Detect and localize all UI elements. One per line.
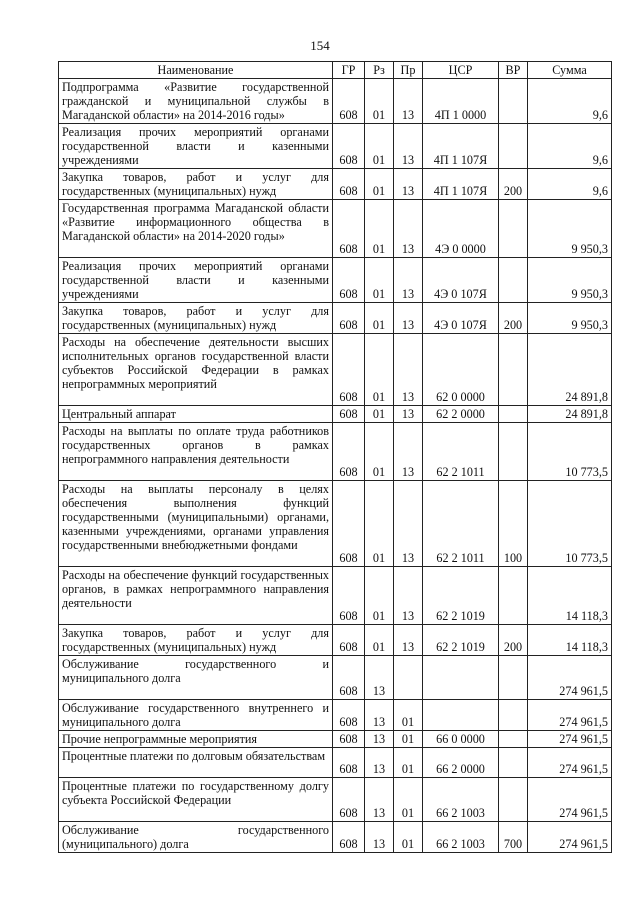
cell-gr: 608 <box>333 567 365 625</box>
cell-sum: 9 950,3 <box>528 303 612 334</box>
cell-pr: 01 <box>394 748 423 778</box>
cell-name: Подпрограмма «Развитие государственной гражданской и муниципальной службы в Магаданской области» на 2014-2016 годы» <box>59 79 333 124</box>
cell-sum: 14 118,3 <box>528 567 612 625</box>
cell-rz: 13 <box>365 656 394 700</box>
cell-gr: 608 <box>333 625 365 656</box>
cell-pr: 01 <box>394 822 423 853</box>
cell-sum: 274 961,5 <box>528 700 612 731</box>
cell-name: Расходы на обеспечение функций государственных органов, в рамках непрограммного направления деятельности <box>59 567 333 625</box>
cell-csr: 66 2 1003 <box>423 822 499 853</box>
cell-name: Расходы на выплаты по оплате труда работников государственных органов в рамках непрограммного направления деятельности <box>59 423 333 481</box>
cell-vr <box>499 124 528 169</box>
cell-csr: 62 2 1019 <box>423 567 499 625</box>
cell-csr: 62 2 1019 <box>423 625 499 656</box>
column-header-pr: Пр <box>394 62 423 79</box>
cell-rz: 01 <box>365 423 394 481</box>
cell-rz: 13 <box>365 731 394 748</box>
table-row <box>59 423 612 481</box>
cell-csr: 62 2 0000 <box>423 406 499 423</box>
cell-sum: 24 891,8 <box>528 334 612 406</box>
cell-vr <box>499 423 528 481</box>
cell-vr: 100 <box>499 481 528 567</box>
cell-csr: 4П 1 107Я <box>423 169 499 200</box>
cell-pr: 13 <box>394 303 423 334</box>
cell-csr: 66 2 1003 <box>423 778 499 822</box>
cell-sum: 9,6 <box>528 124 612 169</box>
cell-pr: 13 <box>394 423 423 481</box>
cell-pr: 13 <box>394 481 423 567</box>
table-row <box>59 200 612 258</box>
cell-csr: 4П 1 0000 <box>423 79 499 124</box>
cell-name: Обслуживание государственного и муниципального долга <box>59 656 333 700</box>
cell-csr <box>423 656 499 700</box>
table-row <box>59 124 612 169</box>
column-header-csr: ЦСР <box>423 62 499 79</box>
table-row <box>59 822 612 853</box>
cell-name: Расходы на выплаты персоналу в целях обеспечения выполнения функций государственными (муниципальными) органами, казенными учреждениями, органами управления государственными внебюджетными фондами <box>59 481 333 567</box>
cell-vr <box>499 406 528 423</box>
cell-pr <box>394 656 423 700</box>
cell-rz: 01 <box>365 258 394 303</box>
cell-name: Процентные платежи по государственному долгу субъекта Российской Федерации <box>59 778 333 822</box>
table-row <box>59 700 612 731</box>
table-header-row <box>59 62 612 79</box>
cell-csr: 4П 1 107Я <box>423 124 499 169</box>
cell-name: Реализация прочих мероприятий органами государственной власти и казенными учреждениями <box>59 124 333 169</box>
cell-gr: 608 <box>333 481 365 567</box>
table-row <box>59 731 612 748</box>
cell-vr <box>499 700 528 731</box>
cell-gr: 608 <box>333 258 365 303</box>
table-row <box>59 778 612 822</box>
cell-sum: 9,6 <box>528 79 612 124</box>
cell-vr: 200 <box>499 303 528 334</box>
column-header-gr: ГР <box>333 62 365 79</box>
cell-vr <box>499 200 528 258</box>
cell-gr: 608 <box>333 79 365 124</box>
table-row <box>59 748 612 778</box>
cell-rz: 13 <box>365 700 394 731</box>
cell-name: Обслуживание государственного внутреннего и муниципального долга <box>59 700 333 731</box>
cell-pr: 13 <box>394 124 423 169</box>
cell-name: Реализация прочих мероприятий органами государственной власти и казенными учреждениями <box>59 258 333 303</box>
cell-rz: 01 <box>365 481 394 567</box>
table-row <box>59 481 612 567</box>
cell-vr <box>499 79 528 124</box>
cell-sum: 24 891,8 <box>528 406 612 423</box>
cell-name: Закупка товаров, работ и услуг для государственных (муниципальных) нужд <box>59 303 333 334</box>
cell-pr: 13 <box>394 625 423 656</box>
cell-pr: 01 <box>394 731 423 748</box>
table-row <box>59 625 612 656</box>
cell-rz: 01 <box>365 625 394 656</box>
cell-rz: 13 <box>365 748 394 778</box>
cell-sum: 274 961,5 <box>528 822 612 853</box>
cell-rz: 01 <box>365 406 394 423</box>
cell-sum: 10 773,5 <box>528 423 612 481</box>
column-header-vr: ВР <box>499 62 528 79</box>
table-row <box>59 567 612 625</box>
cell-csr: 66 0 0000 <box>423 731 499 748</box>
cell-rz: 01 <box>365 303 394 334</box>
cell-rz: 01 <box>365 124 394 169</box>
table-body <box>59 79 612 853</box>
cell-vr <box>499 567 528 625</box>
table-row <box>59 79 612 124</box>
budget-table <box>58 61 612 853</box>
cell-sum: 14 118,3 <box>528 625 612 656</box>
column-header-name: Наименование <box>59 62 333 79</box>
cell-sum: 274 961,5 <box>528 731 612 748</box>
cell-csr: 62 0 0000 <box>423 334 499 406</box>
cell-pr: 13 <box>394 258 423 303</box>
column-header-rz: Рз <box>365 62 394 79</box>
cell-csr: 4Э 0 107Я <box>423 303 499 334</box>
cell-name: Закупка товаров, работ и услуг для государственных (муниципальных) нужд <box>59 625 333 656</box>
cell-csr: 4Э 0 0000 <box>423 200 499 258</box>
cell-rz: 01 <box>365 567 394 625</box>
cell-vr: 700 <box>499 822 528 853</box>
cell-gr: 608 <box>333 124 365 169</box>
cell-gr: 608 <box>333 748 365 778</box>
cell-pr: 13 <box>394 79 423 124</box>
cell-rz: 13 <box>365 778 394 822</box>
cell-pr: 13 <box>394 406 423 423</box>
table-row <box>59 303 612 334</box>
cell-csr: 62 2 1011 <box>423 423 499 481</box>
cell-csr: 4Э 0 107Я <box>423 258 499 303</box>
cell-sum: 9 950,3 <box>528 258 612 303</box>
cell-vr: 200 <box>499 169 528 200</box>
cell-vr <box>499 656 528 700</box>
cell-name: Закупка товаров, работ и услуг для государственных (муниципальных) нужд <box>59 169 333 200</box>
cell-pr: 13 <box>394 169 423 200</box>
cell-sum: 10 773,5 <box>528 481 612 567</box>
cell-gr: 608 <box>333 303 365 334</box>
cell-gr: 608 <box>333 334 365 406</box>
cell-vr <box>499 748 528 778</box>
cell-pr: 01 <box>394 700 423 731</box>
cell-rz: 01 <box>365 334 394 406</box>
cell-gr: 608 <box>333 700 365 731</box>
cell-rz: 01 <box>365 169 394 200</box>
cell-csr <box>423 700 499 731</box>
cell-rz: 13 <box>365 822 394 853</box>
column-header-sum: Сумма <box>528 62 612 79</box>
cell-sum: 274 961,5 <box>528 748 612 778</box>
cell-csr: 66 2 0000 <box>423 748 499 778</box>
cell-vr <box>499 258 528 303</box>
cell-vr <box>499 731 528 748</box>
cell-sum: 9 950,3 <box>528 200 612 258</box>
cell-gr: 608 <box>333 656 365 700</box>
cell-csr: 62 2 1011 <box>423 481 499 567</box>
cell-gr: 608 <box>333 200 365 258</box>
cell-gr: 608 <box>333 778 365 822</box>
table-row <box>59 169 612 200</box>
table-row <box>59 258 612 303</box>
cell-name: Процентные платежи по долговым обязательствам <box>59 748 333 778</box>
cell-pr: 13 <box>394 200 423 258</box>
table-row <box>59 406 612 423</box>
cell-vr: 200 <box>499 625 528 656</box>
page-number: 154 <box>310 38 330 53</box>
cell-sum: 9,6 <box>528 169 612 200</box>
cell-sum: 274 961,5 <box>528 656 612 700</box>
cell-vr <box>499 778 528 822</box>
table-row <box>59 334 612 406</box>
cell-name: Обслуживание государственного (муниципального) долга <box>59 822 333 853</box>
cell-gr: 608 <box>333 731 365 748</box>
cell-rz: 01 <box>365 79 394 124</box>
table-row <box>59 656 612 700</box>
cell-name: Центральный аппарат <box>59 406 333 423</box>
cell-name: Прочие непрограммные мероприятия <box>59 731 333 748</box>
cell-gr: 608 <box>333 423 365 481</box>
cell-gr: 608 <box>333 406 365 423</box>
cell-pr: 13 <box>394 334 423 406</box>
cell-name: Государственная программа Магаданской области «Развитие информационного общества в Магаданской области» на 2014-2020 годы» <box>59 200 333 258</box>
cell-name: Расходы на обеспечение деятельности высших исполнительных органов государственной власти субъектов Российской Федерации в рамках непрограммных мероприятий <box>59 334 333 406</box>
cell-gr: 608 <box>333 169 365 200</box>
cell-pr: 13 <box>394 567 423 625</box>
cell-gr: 608 <box>333 822 365 853</box>
cell-vr <box>499 334 528 406</box>
cell-sum: 274 961,5 <box>528 778 612 822</box>
cell-rz: 01 <box>365 200 394 258</box>
cell-pr: 01 <box>394 778 423 822</box>
